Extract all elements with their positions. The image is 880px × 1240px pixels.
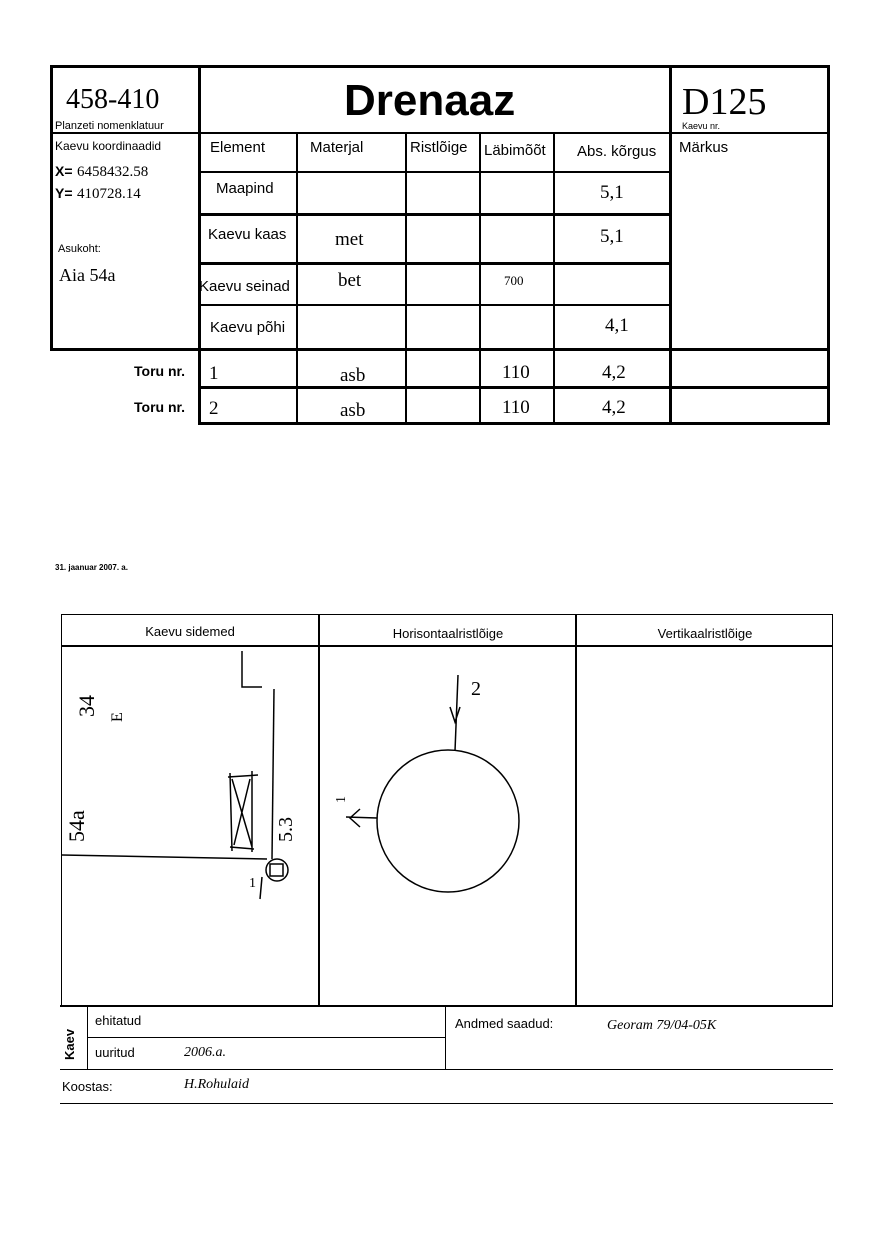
header-abs-height: Abs. kõrgus [577, 143, 657, 160]
nomenclature-value: 458-410 [66, 84, 160, 115]
row-divider-4 [198, 304, 671, 306]
footer-row-divider [87, 1037, 445, 1038]
coordinates-label: Kaevu koordinaadid [55, 139, 162, 153]
location-value: Aia 54a [59, 265, 116, 285]
pipe-stub-line [260, 877, 262, 899]
pipe-divider [198, 386, 830, 389]
data-source-label: Andmed saadud: [455, 1016, 554, 1031]
pipe-number: 2 [209, 398, 219, 419]
col-title-connections: Kaevu sidemed [145, 624, 235, 639]
author-value: H.Rohulaid [184, 1077, 249, 1092]
row-element: Maapind [216, 180, 274, 197]
small-dimension-label: 1 [249, 876, 256, 891]
col-title-vertical: Vertikaalristlõige [657, 626, 753, 641]
header-remarks: Märkus [679, 139, 729, 156]
data-source-value: Georam 79/04-05K [607, 1018, 717, 1033]
row-height: 5,1 [600, 226, 624, 247]
col-divider-3 [405, 132, 407, 425]
frame-top [50, 65, 830, 68]
dimension-label: 5.3 [275, 817, 297, 842]
pipe-2-arrow-icon [450, 707, 460, 722]
x-label: X= [55, 163, 73, 179]
street-edge-line [272, 689, 274, 859]
footer-line-1 [60, 1069, 833, 1070]
pipe-material: asb [340, 400, 366, 421]
col-divider-1 [198, 65, 201, 425]
well-number-value: D125 [682, 81, 767, 123]
footer-mid-divider [445, 1005, 446, 1069]
manhole-square [270, 864, 283, 876]
y-label: Y= [55, 185, 73, 201]
sketch-col-divider-2 [575, 614, 577, 1006]
footer-side-label: Kaev [62, 1028, 77, 1060]
header-cross-section: Ristlõige [410, 139, 468, 156]
pipe-label: Toru nr. [134, 363, 186, 379]
surveyed-label: uuritud [95, 1045, 135, 1060]
frame-bottom [198, 422, 830, 425]
sketch-top [61, 614, 833, 615]
col-divider-4 [479, 132, 481, 425]
row-diameter: 700 [504, 273, 524, 288]
row-element: Kaevu kaas [208, 226, 287, 243]
header-diameter: Läbimõõt [484, 142, 546, 159]
col-divider-5 [553, 132, 555, 425]
col-divider-2 [296, 132, 298, 425]
col-divider-remarks [669, 65, 672, 425]
location-label: Asukoht: [58, 243, 101, 255]
well-circle [377, 750, 519, 892]
row-height: 5,1 [600, 182, 624, 203]
row-divider-1 [198, 171, 671, 173]
building-outline [228, 771, 258, 852]
pipe-1-label: 1 [334, 796, 349, 803]
surveyed-value: 2006.a. [184, 1045, 226, 1060]
x-value: 6458432.58 [77, 164, 149, 180]
well-number-label: Kaevu nr. [682, 121, 721, 131]
header-element: Element [210, 139, 266, 156]
pipe-height: 4,2 [602, 362, 626, 383]
row-material: met [335, 229, 364, 250]
author-label: Koostas: [62, 1079, 113, 1094]
frame-right [827, 65, 830, 425]
frame-left [50, 65, 53, 350]
connections-sketch [62, 647, 318, 1005]
header-material: Materjal [310, 139, 364, 156]
sketch-right [832, 614, 833, 1006]
document-date: 31. jaanuar 2007. a. [55, 563, 128, 572]
pipe-number: 1 [209, 363, 219, 384]
street-label-34: 34 [74, 695, 99, 717]
pipe-material: asb [340, 365, 366, 386]
lot-boundary-line [62, 855, 267, 859]
nomenclature-label: Planzeti nomenklatuur [55, 120, 164, 132]
street-label-e: E [109, 712, 126, 722]
col-title-horizontal: Horisontaalristlõige [392, 626, 504, 641]
pipe-height: 4,2 [602, 397, 626, 418]
house-label: 54a [64, 810, 89, 842]
pipe-2-label: 2 [471, 678, 481, 700]
pipe-label: Toru nr. [134, 399, 186, 415]
sketch-bottom [60, 1005, 833, 1007]
header-divider [50, 132, 830, 134]
pipe-diameter: 110 [502, 362, 530, 383]
page-title: Drenaaz [344, 76, 516, 125]
y-value: 410728.14 [77, 186, 141, 202]
street-corner-line [242, 651, 262, 687]
pipe-diameter: 110 [502, 397, 530, 418]
horizontal-section-sketch [320, 647, 575, 1005]
row-element: Kaevu seinad [199, 278, 290, 295]
row-element: Kaevu põhi [210, 319, 286, 336]
row-material: bet [338, 270, 362, 291]
built-label: ehitatud [95, 1013, 142, 1028]
frame-mid [50, 348, 830, 351]
row-divider-2 [198, 213, 671, 216]
row-height: 4,1 [605, 315, 629, 336]
footer-line-2 [60, 1103, 833, 1104]
row-divider-3 [198, 262, 671, 265]
